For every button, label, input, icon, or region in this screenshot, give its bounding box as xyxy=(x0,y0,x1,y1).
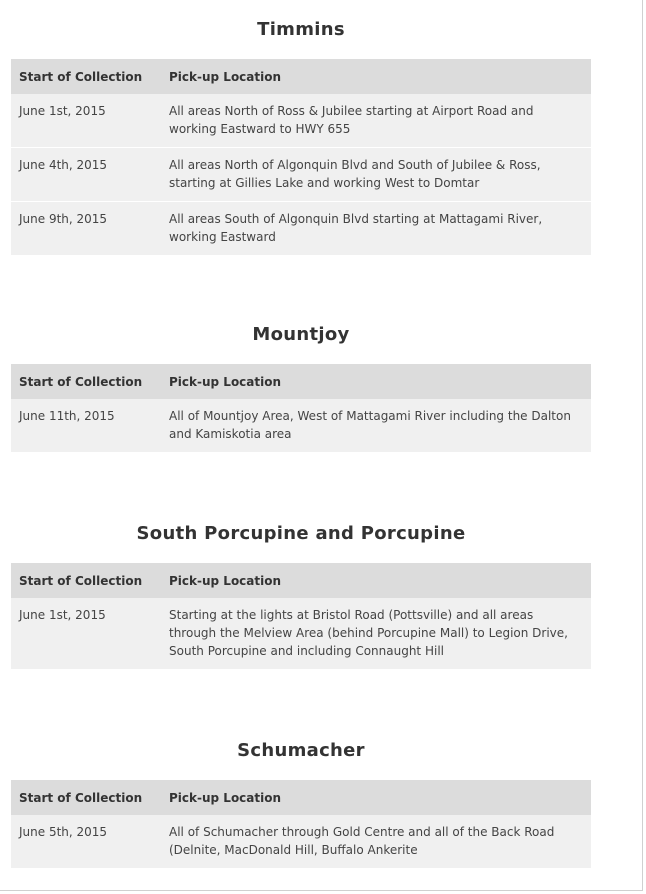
table-row xyxy=(11,148,591,202)
table-header-row xyxy=(11,364,591,399)
collection-date: June 5th, 2015 xyxy=(11,815,161,868)
header-start: Start of Collection xyxy=(11,780,161,815)
section-south-porcupine xyxy=(11,520,591,669)
schedule-table xyxy=(11,59,591,255)
pickup-location: All of Mountjoy Area, West of Mattagami River including the Dalton and Kamiskotia area xyxy=(161,399,591,452)
collection-date: June 4th, 2015 xyxy=(11,148,161,202)
pickup-location: Starting at the lights at Bristol Road (Pottsville) and all areas through the Melview Area (behind Porcupine Mall) to Legion Drive, South Porcupine and including Connaught Hill xyxy=(161,598,591,669)
header-location: Pick-up Location xyxy=(161,59,591,94)
pickup-location: All areas North of Algonquin Blvd and South of Jubilee & Ross, starting at Gillies Lake and working West to Domtar xyxy=(161,148,591,202)
section-mountjoy xyxy=(11,321,591,452)
schedule-table xyxy=(11,780,591,868)
table-header-row xyxy=(11,563,591,598)
pickup-location: All areas North of Ross & Jubilee starting at Airport Road and working Eastward to HWY 655 xyxy=(161,94,591,148)
table-row xyxy=(11,815,591,868)
collection-date: June 11th, 2015 xyxy=(11,399,161,452)
header-location: Pick-up Location xyxy=(161,364,591,399)
section-title: Timmins xyxy=(257,19,345,40)
collection-date: June 1st, 2015 xyxy=(11,94,161,148)
collection-date: June 9th, 2015 xyxy=(11,202,161,256)
header-start: Start of Collection xyxy=(11,364,161,399)
pickup-location: All areas South of Algonquin Blvd starting at Mattagami River, working Eastward xyxy=(161,202,591,256)
table-row xyxy=(11,399,591,452)
section-title: South Porcupine and Porcupine xyxy=(136,523,466,544)
schedule-table xyxy=(11,563,591,669)
pickup-location: All of Schumacher through Gold Centre and all of the Back Road (Delnite, MacDonald Hill, Buffalo Ankerite xyxy=(161,815,591,868)
section-schumacher xyxy=(11,737,591,868)
header-start: Start of Collection xyxy=(11,563,161,598)
section-timmins xyxy=(11,16,591,255)
table-row xyxy=(11,94,591,148)
section-title: Mountjoy xyxy=(252,324,350,345)
table-header-row xyxy=(11,59,591,94)
table-row xyxy=(11,598,591,669)
section-title: Schumacher xyxy=(237,740,365,761)
schedule-table xyxy=(11,364,591,452)
header-location: Pick-up Location xyxy=(161,780,591,815)
header-start: Start of Collection xyxy=(11,59,161,94)
table-header-row xyxy=(11,780,591,815)
table-row xyxy=(11,202,591,256)
collection-date: June 1st, 2015 xyxy=(11,598,161,669)
header-location: Pick-up Location xyxy=(161,563,591,598)
